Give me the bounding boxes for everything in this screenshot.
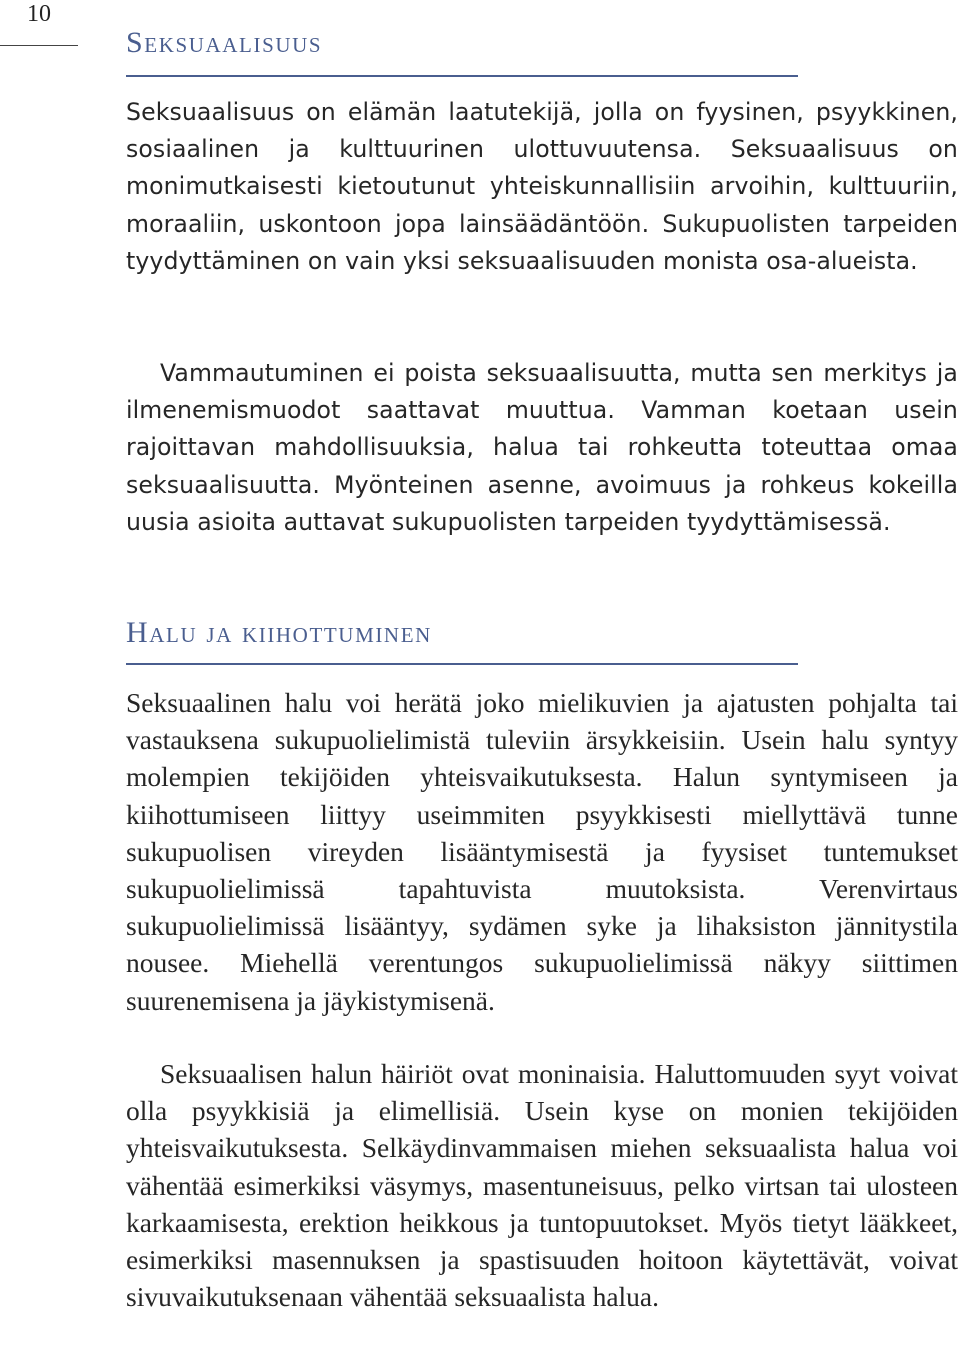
paragraph-4: Seksuaalisen halun häiriöt ovat moninaisia. Haluttomuuden syyt voivat olla psyykkisiä ja elimellisiä. Usein kyse on monien tekijöiden yhteisvaikutuksesta. Selkäydinvammaisen miehen seksuaalista halua voi vähentää esimerkiksi väsymys, masentuneisuus, pelko virtsan tai ulosteen karkaamisesta, erektion heikkous ja tuntopuutokset. Myös tietyt lääkkeet, esimerkiksi masennuksen ja spastisuuden hoitoon käytettävät, voivat sivuvaikutuksenaan vähentää seksuaalista halua. bbox=[126, 1058, 958, 1313]
page-number: 10 bbox=[27, 1, 51, 27]
paragraph-3: Seksuaalinen halu voi herätä joko mielikuvien ja ajatusten pohjalta tai vastauksena sukupuolielimistä tuleviin ärsykkeisiin. Usein halu syntyy molempien tekijöiden yhteisvaikutuksesta. Halun syntymiseen ja kiihottumiseen liittyy useimmiten psyykkisesti miellyttävä tunne sukupuolisen vireyden lisääntymisestä ja fyysiset tuntemukset sukupuolielimissä tapahtuvista muutoksista. Verenvirtaus sukupuolielimissä lisääntyy, sydämen syke ja lihaksiston jännitystila nousee. Miehellä verentungos sukupuolielimissä näkyy siittimen suurenemisena ja jäykistymisenä. bbox=[126, 687, 958, 1016]
paragraph-1: Seksuaalisuus on elämän laatutekijä, jolla on fyysinen, psyykkinen, sosiaalinen ja kulttuurinen ulottuvuutensa. Seksuaalisuus on monimutkaisesti kietoutunut yhteiskunnallisiin arvoihin, kulttuuriin, moraaliin, uskontoon jopa lainsäädäntöön. Sukupuolisten tarpeiden tyydyttäminen on vain yksi seksuaalisuuden monista osa-alueista. bbox=[126, 98, 958, 275]
section-heading-halu-ja-kiihottuminen: Halu ja kiihottuminen bbox=[126, 616, 432, 649]
section-heading-seksuaalisuus: Seksuaalisuus bbox=[126, 26, 323, 59]
section-heading-rule bbox=[126, 75, 798, 77]
section-heading-rule bbox=[126, 663, 798, 665]
paragraph-2: Vammautuminen ei poista seksuaalisuutta, mutta sen merkitys ja ilmenemismuodot saattavat muuttua. Vamman koetaan usein rajoittavan mahdollisuuksia, halua tai rohkeutta toteuttaa omaa seksuaalisuutta. Myönteinen asenne, avoimuus ja rohkeus kokeilla uusia asioita auttavat sukupuolisten tarpeiden tyydyttämisessä. bbox=[126, 359, 958, 536]
page-number-rule bbox=[0, 45, 78, 46]
